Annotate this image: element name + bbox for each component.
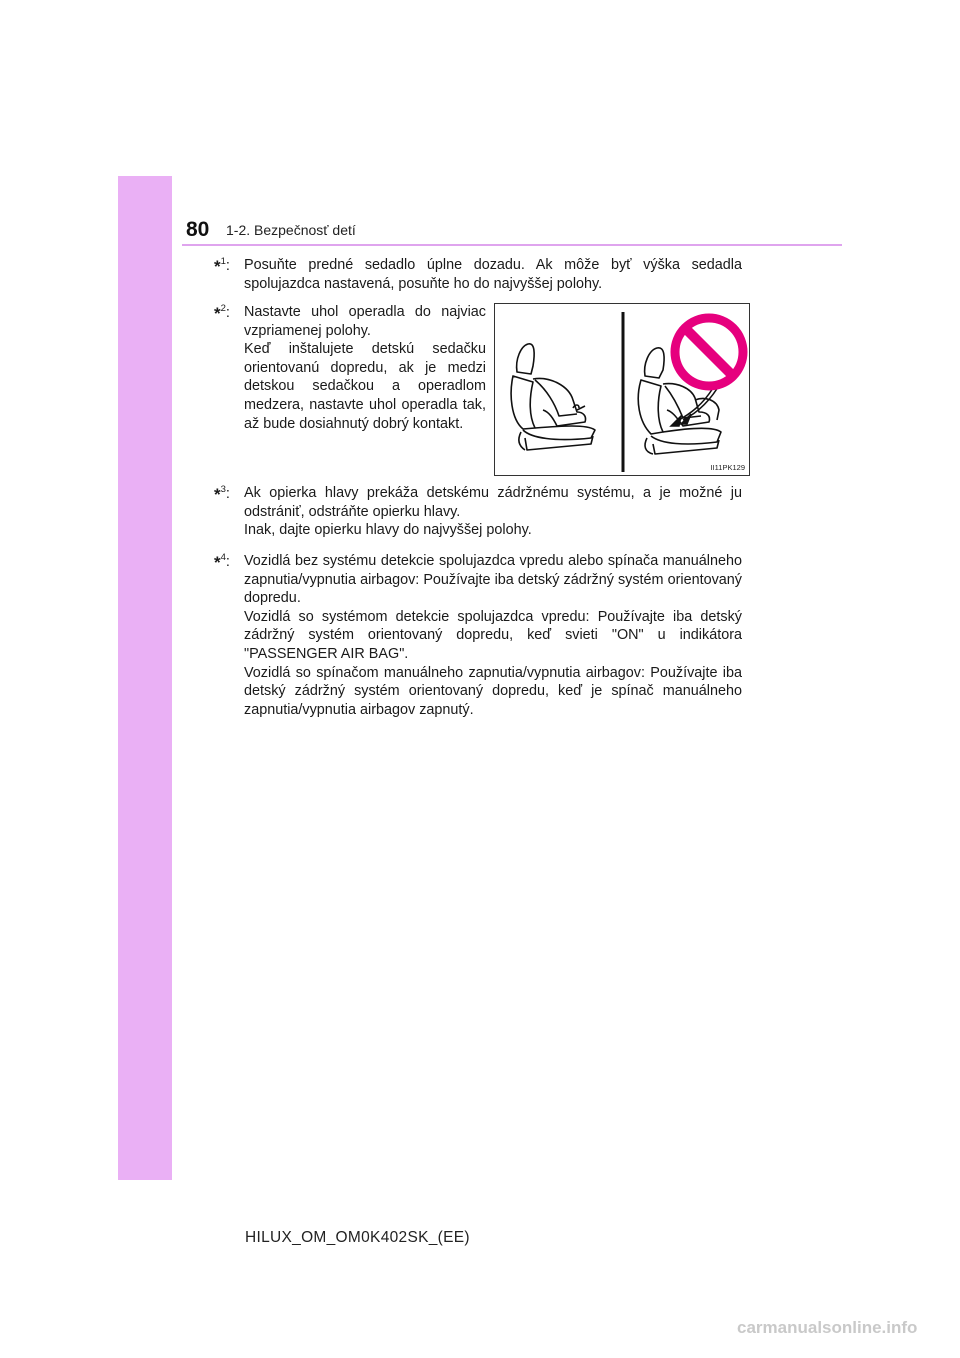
- footnote-text: Ak opierka hlavy prekáža detskému zádržnému systému, a je možné ju odstrániť, odstráňte opierku hlavy.: [244, 485, 742, 520]
- footnote-text: Vozidlá so spínačom manuálneho zapnutia/vypnutia airbagov: Používajte iba detský zádržný systém orientovaný dopredu, keď je spínač manuálneho zapnutia/vypnutia airbagov zapnutý.: [244, 664, 742, 718]
- watermark[interactable]: carmanualsonline.info: [737, 1318, 918, 1337]
- chapter-tab-bar: [118, 176, 172, 1180]
- footnote-text: Vozidlá so systémom detekcie spolujazdca vpredu: Používajte iba detský zádržný systém orientovaný dopredu, keď svieti "ON" u indikátora "PASSENGER AIR BAG".: [244, 608, 742, 662]
- footnote-1: [214, 256, 742, 293]
- footnote-4: [214, 552, 742, 719]
- figure-code: II11PK129: [710, 463, 745, 472]
- footnote-text: Inak, dajte opierku hlavy do najvyššej polohy.: [244, 522, 532, 539]
- prohibited-icon: [675, 318, 743, 386]
- document-code: HILUX_OM_OM0K402SK_(EE): [245, 1229, 470, 1246]
- footnote-text: Vozidlá bez systému detekcie spolujazdca vpredu alebo spínača manuálneho zapnutia/vypnutia airbagov: Používajte iba detský zádržný systém orientovaný dopredu.: [244, 553, 742, 607]
- footnote-marker: *$^1$:: [214, 256, 230, 276]
- footnote-3: [214, 484, 742, 540]
- footnote-2: [214, 303, 486, 433]
- header-divider: [182, 244, 842, 246]
- footnote-marker: *$^3$:: [214, 484, 230, 504]
- footnote-text: Nastavte uhol operadla do najviac vzpriamenej polohy.: [244, 304, 486, 339]
- seat-illustration: [494, 303, 750, 476]
- page-number: 80: [186, 218, 210, 241]
- footnote-marker: *$^4$:: [214, 552, 230, 572]
- footnote-text: Keď inštalujete detskú sedačku orientovanú dopredu, ak je medzi detskou sedačkou a operadlom medzera, nastavte uhol operadla tak, až bude dosiahnutý dobrý kontakt.: [244, 341, 486, 432]
- child-seat-correct-icon: [511, 344, 595, 450]
- footnote-marker: *$^2$:: [214, 303, 230, 323]
- footnote-text: Posuňte predné sedadlo úplne dozadu. Ak môže byť výška sedadla spolujazdca nastavená, posuňte ho do najvyššej polohy.: [244, 257, 742, 292]
- section-title: 1-2. Bezpečnosť detí: [226, 222, 356, 238]
